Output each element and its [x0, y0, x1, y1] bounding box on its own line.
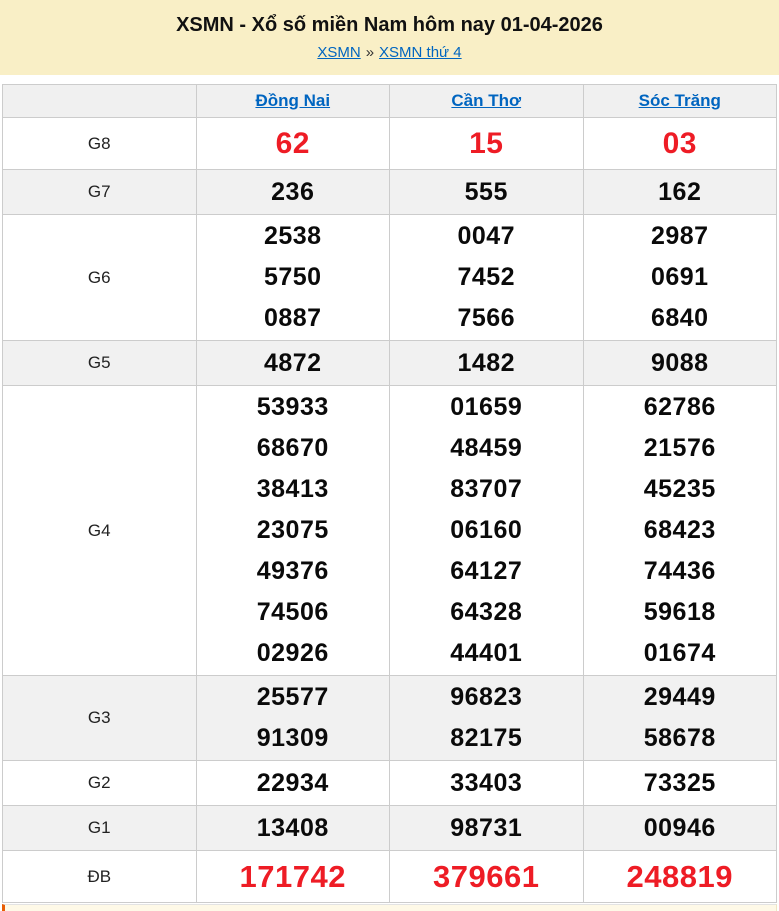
- column-header-3: [583, 85, 777, 118]
- prize-number: 53933: [256, 393, 329, 421]
- prize-row-G7: [3, 170, 777, 215]
- prize-cell: [196, 386, 390, 676]
- notice-box-cutoff: [2, 904, 777, 911]
- prize-number: 44401: [450, 639, 523, 667]
- prize-number: 379661: [433, 859, 540, 894]
- prize-number: 555: [464, 178, 508, 206]
- results-table: [2, 84, 777, 903]
- corner-cell: [3, 85, 197, 118]
- prize-number: 2538: [263, 222, 322, 250]
- prize-number: 49376: [256, 557, 329, 585]
- prize-label: G2: [3, 761, 197, 806]
- prize-number: 02926: [256, 639, 329, 667]
- prize-number: 74506: [256, 598, 329, 626]
- prize-number: 00946: [643, 814, 716, 842]
- prize-cell: [196, 851, 390, 903]
- prize-cell: [583, 386, 777, 676]
- prize-cell: [390, 386, 584, 676]
- prize-row-G3: [3, 676, 777, 761]
- breadcrumb: [0, 44, 779, 61]
- prize-cell: [583, 170, 777, 215]
- prize-number: 73325: [643, 769, 716, 797]
- column-header-2: [390, 85, 584, 118]
- prize-cell: [390, 215, 584, 341]
- prize-cell: [390, 851, 584, 903]
- prize-cell: [390, 806, 584, 851]
- prize-number: 2987: [650, 222, 709, 250]
- prize-number: 58678: [643, 724, 716, 752]
- breadcrumb-link-xsmn[interactable]: XSMN: [317, 44, 361, 61]
- prize-cell: [390, 761, 584, 806]
- prize-cell: [390, 341, 584, 386]
- prize-cell: [583, 676, 777, 761]
- province-link[interactable]: Đồng Nai: [255, 91, 331, 110]
- prize-row-G5: [3, 341, 777, 386]
- breadcrumb-link-current[interactable]: XSMN thứ 4: [379, 44, 462, 61]
- prize-number: 23075: [256, 516, 329, 544]
- prize-row-G1: [3, 806, 777, 851]
- prize-number: 64127: [450, 557, 523, 585]
- prize-row-G4: [3, 386, 777, 676]
- prize-cell: [196, 341, 390, 386]
- prize-label: G4: [3, 386, 197, 676]
- prize-number: 06160: [450, 516, 523, 544]
- prize-number: 21576: [643, 434, 716, 462]
- prize-cell: [390, 118, 584, 170]
- prize-number: 48459: [450, 434, 523, 462]
- prize-number: 82175: [450, 724, 523, 752]
- prize-number: 62786: [643, 393, 716, 421]
- prize-cell: [196, 118, 390, 170]
- prize-number: 248819: [626, 859, 733, 894]
- results-table-body: [3, 118, 777, 903]
- prize-label: G7: [3, 170, 197, 215]
- prize-number: 33403: [450, 769, 523, 797]
- prize-number: 83707: [450, 475, 523, 503]
- prize-number: 64328: [450, 598, 523, 626]
- prize-number: 22934: [256, 769, 329, 797]
- province-link[interactable]: Cần Thơ: [451, 91, 522, 110]
- prize-row-G6: [3, 215, 777, 341]
- prize-number: 03: [662, 127, 697, 160]
- prize-number: 15: [469, 127, 504, 160]
- prize-label: G8: [3, 118, 197, 170]
- prize-number: 7452: [457, 263, 516, 291]
- table-header-row: [3, 85, 777, 118]
- prize-label: G3: [3, 676, 197, 761]
- prize-number: 4872: [263, 349, 322, 377]
- prize-number: 0047: [457, 222, 516, 250]
- prize-number: 0691: [650, 263, 709, 291]
- prize-number: 38413: [256, 475, 329, 503]
- title-banner: [0, 0, 779, 75]
- prize-cell: [196, 215, 390, 341]
- column-header-1: [196, 85, 390, 118]
- prize-number: 01674: [643, 639, 716, 667]
- prize-number: 0887: [263, 304, 322, 332]
- prize-number: 62: [275, 127, 310, 160]
- prize-number: 13408: [256, 814, 329, 842]
- prize-number: 171742: [239, 859, 346, 894]
- prize-cell: [583, 806, 777, 851]
- prize-number: 9088: [650, 349, 709, 377]
- prize-cell: [583, 118, 777, 170]
- prize-row-ĐB: [3, 851, 777, 903]
- prize-label: G1: [3, 806, 197, 851]
- prize-row-G2: [3, 761, 777, 806]
- prize-number: 25577: [256, 683, 329, 711]
- prize-cell: [583, 341, 777, 386]
- prize-cell: [583, 215, 777, 341]
- prize-cell: [196, 761, 390, 806]
- prize-cell: [196, 170, 390, 215]
- prize-number: 162: [658, 178, 702, 206]
- prize-number: 236: [271, 178, 315, 206]
- prize-number: 5750: [263, 263, 322, 291]
- breadcrumb-separator: »: [365, 44, 375, 61]
- prize-number: 29449: [643, 683, 716, 711]
- prize-cell: [390, 170, 584, 215]
- prize-cell: [583, 761, 777, 806]
- prize-number: 91309: [256, 724, 329, 752]
- prize-label: G6: [3, 215, 197, 341]
- prize-number: 6840: [650, 304, 709, 332]
- prize-cell: [390, 676, 584, 761]
- prize-number: 98731: [450, 814, 523, 842]
- province-link[interactable]: Sóc Trăng: [638, 91, 721, 110]
- prize-number: 7566: [457, 304, 516, 332]
- page-title: XSMN - Xổ số miền Nam hôm nay 01-04-2026: [176, 14, 603, 36]
- prize-label: G5: [3, 341, 197, 386]
- results-table-head: [3, 85, 777, 118]
- prize-cell: [196, 676, 390, 761]
- prize-number: 45235: [643, 475, 716, 503]
- prize-label: ĐB: [3, 851, 197, 903]
- prize-number: 96823: [450, 683, 523, 711]
- prize-row-G8: [3, 118, 777, 170]
- prize-number: 59618: [643, 598, 716, 626]
- prize-cell: [583, 851, 777, 903]
- prize-cell: [196, 806, 390, 851]
- prize-number: 01659: [450, 393, 523, 421]
- prize-number: 68670: [256, 434, 329, 462]
- prize-number: 74436: [643, 557, 716, 585]
- prize-number: 1482: [457, 349, 516, 377]
- prize-number: 68423: [643, 516, 716, 544]
